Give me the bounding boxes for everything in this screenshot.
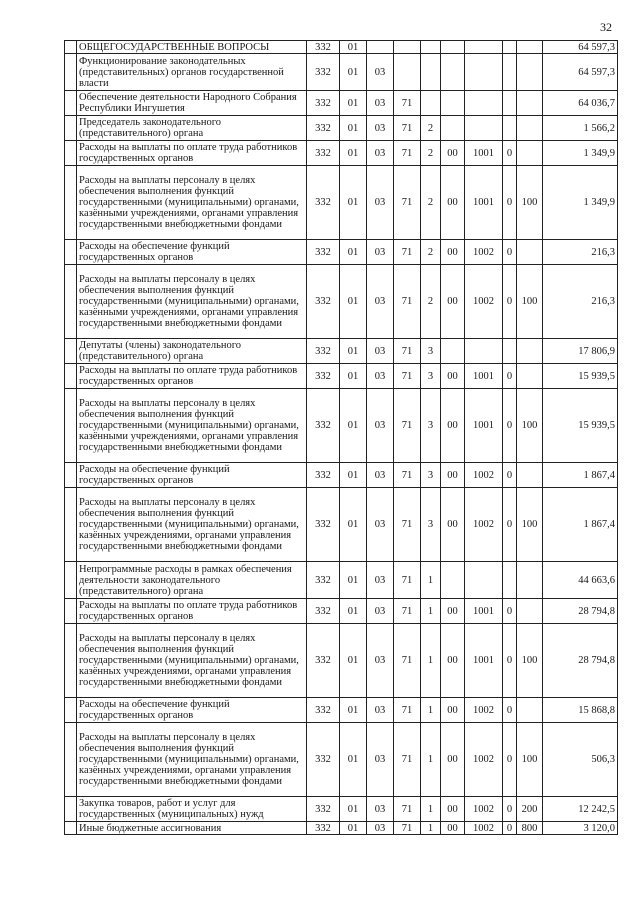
subcode: 0	[503, 389, 517, 463]
subcode: 0	[503, 698, 517, 723]
ministry-code: 332	[307, 599, 340, 624]
ministry-code: 332	[307, 265, 340, 339]
row-name: Председатель законодательного (представительного) органа	[77, 116, 307, 141]
ministry-code: 332	[307, 141, 340, 166]
direction-code: 00	[441, 166, 465, 240]
ministry-code: 332	[307, 339, 340, 364]
ministry-code: 332	[307, 624, 340, 698]
amount: 1 349,9	[543, 166, 618, 240]
subcode: 0	[503, 265, 517, 339]
direction-code: 00	[441, 141, 465, 166]
program-code: 71	[394, 166, 421, 240]
expense-type-code: 200	[517, 797, 543, 822]
row-name: Расходы на выплаты по оплате труда работников государственных органов	[77, 364, 307, 389]
left-margin-cell	[65, 463, 77, 488]
expense-type-code	[517, 116, 543, 141]
subprogram-code: 3	[421, 364, 441, 389]
subprogram-code	[421, 91, 441, 116]
table-row	[65, 364, 618, 389]
subsection-code: 03	[367, 54, 394, 91]
table-row	[65, 562, 618, 599]
expense-type-code	[517, 240, 543, 265]
table-row	[65, 599, 618, 624]
subcode: 0	[503, 624, 517, 698]
subprogram-code: 1	[421, 797, 441, 822]
row-name: Расходы на выплаты персоналу в целях обеспечения выполнения функций государственными (муниципальными) органами, казённых учреждениями, органами управления государственными внебюджетными фондами	[77, 723, 307, 797]
subcode: 0	[503, 141, 517, 166]
expense-code: 1002	[465, 488, 503, 562]
expense-code	[465, 91, 503, 116]
row-name: Закупка товаров, работ и услуг для государственных (муниципальных) нужд	[77, 797, 307, 822]
budget-table	[64, 40, 618, 835]
left-margin-cell	[65, 91, 77, 116]
table-row	[65, 54, 618, 91]
ministry-code: 332	[307, 562, 340, 599]
direction-code	[441, 116, 465, 141]
program-code: 71	[394, 624, 421, 698]
expense-code	[465, 562, 503, 599]
amount: 1 566,2	[543, 116, 618, 141]
amount: 44 663,6	[543, 562, 618, 599]
program-code: 71	[394, 797, 421, 822]
table-row	[65, 624, 618, 698]
left-margin-cell	[65, 339, 77, 364]
section-code: 01	[340, 166, 367, 240]
amount: 64 036,7	[543, 91, 618, 116]
section-code: 01	[340, 339, 367, 364]
row-name: ОБЩЕГОСУДАРСТВЕННЫЕ ВОПРОСЫ	[77, 41, 307, 54]
ministry-code: 332	[307, 364, 340, 389]
left-margin-cell	[65, 624, 77, 698]
direction-code: 00	[441, 265, 465, 339]
subprogram-code	[421, 54, 441, 91]
expense-type-code	[517, 339, 543, 364]
program-code: 71	[394, 265, 421, 339]
subsection-code: 03	[367, 141, 394, 166]
subcode: 0	[503, 240, 517, 265]
program-code: 71	[394, 116, 421, 141]
expense-code: 1001	[465, 624, 503, 698]
amount: 15 939,5	[543, 389, 618, 463]
section-code: 01	[340, 389, 367, 463]
left-margin-cell	[65, 41, 77, 54]
subsection-code: 03	[367, 488, 394, 562]
direction-code	[441, 562, 465, 599]
amount: 17 806,9	[543, 339, 618, 364]
expense-type-code	[517, 141, 543, 166]
ministry-code: 332	[307, 822, 340, 835]
subcode	[503, 339, 517, 364]
subprogram-code: 1	[421, 698, 441, 723]
direction-code	[441, 91, 465, 116]
expense-type-code	[517, 562, 543, 599]
left-margin-cell	[65, 240, 77, 265]
direction-code: 00	[441, 797, 465, 822]
ministry-code: 332	[307, 797, 340, 822]
table-row	[65, 389, 618, 463]
left-margin-cell	[65, 599, 77, 624]
section-code: 01	[340, 240, 367, 265]
expense-code: 1001	[465, 389, 503, 463]
expense-code: 1002	[465, 265, 503, 339]
expense-code: 1002	[465, 698, 503, 723]
subsection-code: 03	[367, 562, 394, 599]
direction-code: 00	[441, 463, 465, 488]
section-code: 01	[340, 822, 367, 835]
subcode	[503, 41, 517, 54]
section-code: 01	[340, 91, 367, 116]
expense-code	[465, 116, 503, 141]
program-code: 71	[394, 822, 421, 835]
subcode: 0	[503, 364, 517, 389]
table-row	[65, 116, 618, 141]
subprogram-code: 1	[421, 822, 441, 835]
expense-type-code	[517, 463, 543, 488]
expense-code: 1002	[465, 822, 503, 835]
expense-type-code	[517, 599, 543, 624]
subprogram-code: 1	[421, 624, 441, 698]
expense-type-code: 100	[517, 624, 543, 698]
expense-code	[465, 54, 503, 91]
section-code: 01	[340, 797, 367, 822]
subsection-code: 03	[367, 166, 394, 240]
section-code: 01	[340, 624, 367, 698]
expense-code: 1002	[465, 240, 503, 265]
direction-code: 00	[441, 698, 465, 723]
expense-code	[465, 339, 503, 364]
amount: 1 867,4	[543, 488, 618, 562]
direction-code: 00	[441, 599, 465, 624]
table-row	[65, 797, 618, 822]
subsection-code: 03	[367, 797, 394, 822]
direction-code: 00	[441, 389, 465, 463]
subprogram-code: 3	[421, 389, 441, 463]
subsection-code: 03	[367, 624, 394, 698]
direction-code: 00	[441, 822, 465, 835]
subsection-code: 03	[367, 389, 394, 463]
table-row	[65, 723, 618, 797]
subsection-code: 03	[367, 822, 394, 835]
left-margin-cell	[65, 116, 77, 141]
subsection-code: 03	[367, 463, 394, 488]
subcode	[503, 562, 517, 599]
subprogram-code	[421, 41, 441, 54]
row-name: Расходы на выплаты персоналу в целях обеспечения выполнения функций государственными (муниципальными) органами, казённых учреждениями, органами управления государственными внебюджетными фондами	[77, 488, 307, 562]
left-margin-cell	[65, 265, 77, 339]
section-code: 01	[340, 364, 367, 389]
amount: 15 939,5	[543, 364, 618, 389]
ministry-code: 332	[307, 463, 340, 488]
expense-code: 1001	[465, 364, 503, 389]
amount: 3 120,0	[543, 822, 618, 835]
table-row	[65, 488, 618, 562]
subsection-code: 03	[367, 265, 394, 339]
amount: 64 597,3	[543, 54, 618, 91]
direction-code: 00	[441, 240, 465, 265]
left-margin-cell	[65, 822, 77, 835]
expense-type-code	[517, 54, 543, 91]
table-row	[65, 822, 618, 835]
expense-type-code: 100	[517, 723, 543, 797]
section-code: 01	[340, 562, 367, 599]
expense-type-code	[517, 698, 543, 723]
section-code: 01	[340, 723, 367, 797]
left-margin-cell	[65, 364, 77, 389]
subcode	[503, 54, 517, 91]
amount: 28 794,8	[543, 599, 618, 624]
subsection-code	[367, 41, 394, 54]
subsection-code: 03	[367, 698, 394, 723]
left-margin-cell	[65, 54, 77, 91]
left-margin-cell	[65, 723, 77, 797]
expense-code: 1002	[465, 463, 503, 488]
program-code: 71	[394, 240, 421, 265]
expense-code: 1002	[465, 797, 503, 822]
left-margin-cell	[65, 166, 77, 240]
expense-code: 1001	[465, 599, 503, 624]
direction-code	[441, 54, 465, 91]
expense-type-code	[517, 91, 543, 116]
subcode: 0	[503, 599, 517, 624]
expense-code: 1002	[465, 723, 503, 797]
table-row	[65, 141, 618, 166]
subprogram-code: 2	[421, 141, 441, 166]
row-name: Расходы на выплаты персоналу в целях обеспечения выполнения функций государственными (муниципальными) органами, казёнными учреждениями, органами управления государственными внебюджетными фондами	[77, 166, 307, 240]
subprogram-code: 2	[421, 166, 441, 240]
subprogram-code: 2	[421, 240, 441, 265]
page-number: 32	[600, 20, 612, 34]
ministry-code: 332	[307, 389, 340, 463]
table-row	[65, 166, 618, 240]
subcode: 0	[503, 822, 517, 835]
program-code: 71	[394, 91, 421, 116]
section-code: 01	[340, 599, 367, 624]
direction-code	[441, 41, 465, 54]
row-name: Расходы на обеспечение функций государственных органов	[77, 698, 307, 723]
subcode: 0	[503, 797, 517, 822]
section-code: 01	[340, 141, 367, 166]
ministry-code: 332	[307, 41, 340, 54]
program-code: 71	[394, 562, 421, 599]
row-name: Депутаты (члены) законодательного (представительного) органа	[77, 339, 307, 364]
table-row	[65, 339, 618, 364]
subprogram-code: 2	[421, 116, 441, 141]
program-code: 71	[394, 488, 421, 562]
amount: 216,3	[543, 240, 618, 265]
row-name: Расходы на обеспечение функций государственных органов	[77, 240, 307, 265]
expense-code: 1001	[465, 166, 503, 240]
program-code: 71	[394, 141, 421, 166]
subcode	[503, 91, 517, 116]
program-code: 71	[394, 599, 421, 624]
subsection-code: 03	[367, 599, 394, 624]
amount: 1 349,9	[543, 141, 618, 166]
expense-type-code: 800	[517, 822, 543, 835]
amount: 12 242,5	[543, 797, 618, 822]
program-code: 71	[394, 463, 421, 488]
amount: 28 794,8	[543, 624, 618, 698]
table-row	[65, 91, 618, 116]
subsection-code: 03	[367, 240, 394, 265]
subsection-code: 03	[367, 364, 394, 389]
row-name: Расходы на выплаты персоналу в целях обеспечения выполнения функций государственными (муниципальными) органами, казёнными учреждениями, органами управления государственными внебюджетными фондами	[77, 389, 307, 463]
program-code: 71	[394, 389, 421, 463]
amount: 216,3	[543, 265, 618, 339]
ministry-code: 332	[307, 240, 340, 265]
left-margin-cell	[65, 797, 77, 822]
amount: 1 867,4	[543, 463, 618, 488]
expense-type-code: 100	[517, 389, 543, 463]
table-row	[65, 463, 618, 488]
subprogram-code: 1	[421, 599, 441, 624]
section-code: 01	[340, 488, 367, 562]
expense-type-code: 100	[517, 166, 543, 240]
amount: 506,3	[543, 723, 618, 797]
row-name: Расходы на выплаты персоналу в целях обеспечения выполнения функций государственными (муниципальными) органами, казёнными учреждениями, органами управления государственными внебюджетными фондами	[77, 265, 307, 339]
section-code: 01	[340, 463, 367, 488]
subcode: 0	[503, 488, 517, 562]
program-code	[394, 41, 421, 54]
direction-code: 00	[441, 723, 465, 797]
program-code	[394, 54, 421, 91]
direction-code: 00	[441, 488, 465, 562]
left-margin-cell	[65, 389, 77, 463]
row-name: Расходы на выплаты по оплате труда работников государственных органов	[77, 141, 307, 166]
program-code: 71	[394, 723, 421, 797]
program-code: 71	[394, 364, 421, 389]
row-name: Иные бюджетные ассигнования	[77, 822, 307, 835]
row-name: Расходы на обеспечение функций государственных органов	[77, 463, 307, 488]
program-code: 71	[394, 339, 421, 364]
ministry-code: 332	[307, 116, 340, 141]
program-code: 71	[394, 698, 421, 723]
expense-type-code	[517, 41, 543, 54]
row-name: Расходы на выплаты персоналу в целях обеспечения выполнения функций государственными (муниципальными) органами, казённых учреждениями, органами управления государственными внебюджетными фондами	[77, 624, 307, 698]
ministry-code: 332	[307, 723, 340, 797]
left-margin-cell	[65, 488, 77, 562]
subprogram-code: 3	[421, 339, 441, 364]
expense-type-code: 100	[517, 488, 543, 562]
ministry-code: 332	[307, 91, 340, 116]
subsection-code: 03	[367, 91, 394, 116]
direction-code: 00	[441, 624, 465, 698]
ministry-code: 332	[307, 54, 340, 91]
row-name: Расходы на выплаты по оплате труда работников государственных органов	[77, 599, 307, 624]
section-code: 01	[340, 265, 367, 339]
subprogram-code: 2	[421, 265, 441, 339]
subsection-code: 03	[367, 116, 394, 141]
row-name: Функционирование законодательных (представительных) органов государственной власти	[77, 54, 307, 91]
ministry-code: 332	[307, 698, 340, 723]
table-row	[65, 265, 618, 339]
left-margin-cell	[65, 141, 77, 166]
expense-type-code	[517, 364, 543, 389]
row-name: Обеспечение деятельности Народного Собрания Республики Ингушетия	[77, 91, 307, 116]
expense-code: 1001	[465, 141, 503, 166]
left-margin-cell	[65, 698, 77, 723]
ministry-code: 332	[307, 166, 340, 240]
expense-type-code: 100	[517, 265, 543, 339]
row-name: Непрограммные расходы в рамках обеспечения деятельности законодательного (представительного) органа	[77, 562, 307, 599]
table-row	[65, 41, 618, 54]
subcode: 0	[503, 463, 517, 488]
direction-code: 00	[441, 364, 465, 389]
subcode: 0	[503, 166, 517, 240]
expense-code	[465, 41, 503, 54]
section-code: 01	[340, 698, 367, 723]
table-row	[65, 240, 618, 265]
subprogram-code: 3	[421, 488, 441, 562]
subsection-code: 03	[367, 723, 394, 797]
section-code: 01	[340, 116, 367, 141]
subcode	[503, 116, 517, 141]
subcode: 0	[503, 723, 517, 797]
subsection-code: 03	[367, 339, 394, 364]
table-row	[65, 698, 618, 723]
ministry-code: 332	[307, 488, 340, 562]
amount: 15 868,8	[543, 698, 618, 723]
amount: 64 597,3	[543, 41, 618, 54]
section-code: 01	[340, 54, 367, 91]
subprogram-code: 1	[421, 723, 441, 797]
direction-code	[441, 339, 465, 364]
subprogram-code: 3	[421, 463, 441, 488]
left-margin-cell	[65, 562, 77, 599]
section-code: 01	[340, 41, 367, 54]
subprogram-code: 1	[421, 562, 441, 599]
